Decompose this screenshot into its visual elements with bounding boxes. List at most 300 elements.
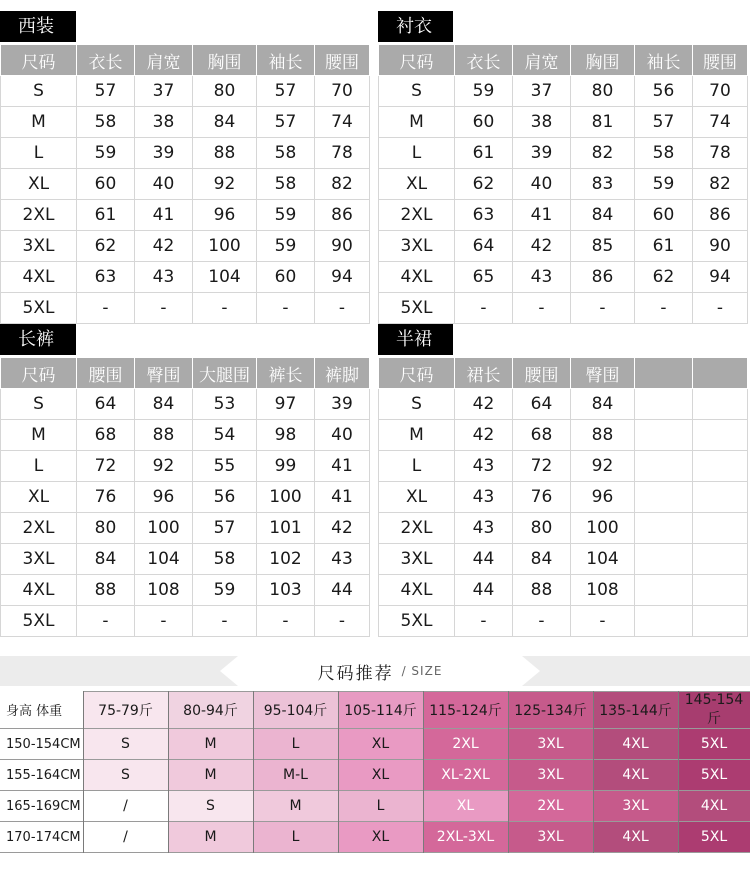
value-cell: 41 — [315, 451, 370, 482]
value-cell: 43 — [455, 451, 513, 482]
recommended-size-cell: 3XL — [508, 822, 593, 853]
value-cell: - — [77, 606, 135, 637]
table-row — [1, 513, 370, 544]
height-cell: 170-174CM — [0, 822, 83, 853]
suit-label: 西装 — [0, 11, 76, 42]
value-cell: 59 — [635, 169, 693, 200]
size-cell: 4XL — [1, 575, 77, 606]
size-cell: XL — [379, 482, 455, 513]
column-header: 胸围 — [571, 45, 635, 76]
value-cell: 102 — [257, 544, 315, 575]
value-cell: 82 — [571, 138, 635, 169]
table-row — [379, 389, 748, 420]
value-cell: - — [455, 293, 513, 324]
recommended-size-cell: 2XL — [423, 729, 508, 760]
value-cell: - — [257, 606, 315, 637]
recommended-size-cell: 4XL — [678, 791, 750, 822]
size-cell: 5XL — [379, 606, 455, 637]
value-cell — [635, 575, 693, 606]
value-cell — [635, 451, 693, 482]
value-cell: 53 — [193, 389, 257, 420]
size-cell: 5XL — [1, 293, 77, 324]
value-cell: 84 — [571, 389, 635, 420]
size-cell: XL — [1, 169, 77, 200]
size-cell: M — [379, 107, 455, 138]
size-cell: XL — [1, 482, 77, 513]
value-cell: 39 — [513, 138, 571, 169]
value-cell: 59 — [77, 138, 135, 169]
value-cell: 88 — [571, 420, 635, 451]
value-cell: 68 — [77, 420, 135, 451]
value-cell — [693, 389, 748, 420]
weight-header: 95-104斤 — [253, 692, 338, 729]
value-cell: 100 — [257, 482, 315, 513]
size-cell: L — [379, 451, 455, 482]
size-recommend-table — [0, 691, 750, 853]
table-row — [379, 107, 748, 138]
value-cell: - — [135, 606, 193, 637]
value-cell: - — [315, 293, 370, 324]
table-row — [379, 606, 748, 637]
value-cell: 100 — [193, 231, 257, 262]
value-cell: 98 — [257, 420, 315, 451]
trousers-label: 长裤 — [0, 324, 76, 355]
weight-header: 80-94斤 — [168, 692, 253, 729]
value-cell — [635, 544, 693, 575]
value-cell: 82 — [315, 169, 370, 200]
recommended-size-cell: S — [168, 791, 253, 822]
size-cell: 3XL — [379, 231, 455, 262]
value-cell: 78 — [693, 138, 748, 169]
value-cell: 62 — [635, 262, 693, 293]
value-cell: 42 — [135, 231, 193, 262]
size-cell: S — [379, 389, 455, 420]
table-row — [1, 138, 370, 169]
column-header: 裤脚 — [315, 358, 370, 389]
value-cell: 85 — [571, 231, 635, 262]
header-row — [1, 358, 370, 389]
recommended-size-cell: XL — [338, 729, 423, 760]
value-cell: 88 — [77, 575, 135, 606]
column-header: 臀围 — [571, 358, 635, 389]
height-cell: 150-154CM — [0, 729, 83, 760]
value-cell: 100 — [571, 513, 635, 544]
value-cell: - — [193, 606, 257, 637]
value-cell: 41 — [513, 200, 571, 231]
value-cell: 43 — [315, 544, 370, 575]
table-row — [379, 513, 748, 544]
table-row — [379, 169, 748, 200]
value-cell — [693, 575, 748, 606]
value-cell: 70 — [693, 76, 748, 107]
column-header: 裤长 — [257, 358, 315, 389]
value-cell: - — [77, 293, 135, 324]
value-cell: 101 — [257, 513, 315, 544]
size-cell: M — [1, 420, 77, 451]
value-cell: 40 — [513, 169, 571, 200]
size-cell: L — [1, 138, 77, 169]
column-header: 腰围 — [77, 358, 135, 389]
value-cell — [693, 544, 748, 575]
value-cell: 92 — [135, 451, 193, 482]
size-cell: 3XL — [1, 231, 77, 262]
table-row — [379, 451, 748, 482]
value-cell: 54 — [193, 420, 257, 451]
weight-header: 135-144斤 — [593, 692, 678, 729]
recommend-row — [0, 822, 750, 853]
value-cell: 56 — [193, 482, 257, 513]
recommended-size-cell: 5XL — [678, 822, 750, 853]
value-cell: 84 — [513, 544, 571, 575]
table-row — [1, 76, 370, 107]
column-header: 腰围 — [513, 358, 571, 389]
table-row — [1, 451, 370, 482]
recommend-row — [0, 760, 750, 791]
weight-header-row — [0, 692, 750, 729]
value-cell: 55 — [193, 451, 257, 482]
table-row — [379, 293, 748, 324]
value-cell: 37 — [135, 76, 193, 107]
value-cell — [693, 513, 748, 544]
value-cell: - — [455, 606, 513, 637]
value-cell: 88 — [513, 575, 571, 606]
value-cell: 62 — [77, 231, 135, 262]
recommend-row — [0, 729, 750, 760]
table-row — [1, 169, 370, 200]
column-header: 腰围 — [693, 45, 748, 76]
column-header: 肩宽 — [135, 45, 193, 76]
value-cell: - — [635, 293, 693, 324]
value-cell: 42 — [455, 420, 513, 451]
value-cell: 43 — [455, 482, 513, 513]
value-cell: 39 — [135, 138, 193, 169]
value-cell: - — [135, 293, 193, 324]
height-cell: 155-164CM — [0, 760, 83, 791]
value-cell: - — [257, 293, 315, 324]
value-cell: 80 — [77, 513, 135, 544]
column-header: 袖长 — [635, 45, 693, 76]
value-cell: 104 — [571, 544, 635, 575]
value-cell: 61 — [635, 231, 693, 262]
value-cell: 60 — [455, 107, 513, 138]
value-cell: 60 — [77, 169, 135, 200]
value-cell: 60 — [635, 200, 693, 231]
column-header: 裙长 — [455, 358, 513, 389]
value-cell: - — [693, 293, 748, 324]
column-header: 尺码 — [379, 358, 455, 389]
recommended-size-cell: 4XL — [593, 760, 678, 791]
column-header: 袖长 — [257, 45, 315, 76]
recommended-size-cell: XL — [338, 822, 423, 853]
recommended-size-cell: 3XL — [593, 791, 678, 822]
weight-header: 115-124斤 — [423, 692, 508, 729]
size-cell: S — [1, 389, 77, 420]
recommended-size-cell: / — [83, 791, 168, 822]
table-row — [1, 544, 370, 575]
value-cell: 59 — [257, 200, 315, 231]
value-cell: - — [193, 293, 257, 324]
column-header: 尺码 — [1, 358, 77, 389]
shirt-size-table — [378, 44, 748, 324]
value-cell: 108 — [135, 575, 193, 606]
size-cell: 2XL — [1, 513, 77, 544]
recommended-size-cell: 4XL — [593, 729, 678, 760]
value-cell: 41 — [135, 200, 193, 231]
value-cell: 40 — [135, 169, 193, 200]
value-cell: 84 — [571, 200, 635, 231]
size-cell: 2XL — [379, 513, 455, 544]
value-cell: 43 — [513, 262, 571, 293]
table-row — [1, 482, 370, 513]
weight-header: 105-114斤 — [338, 692, 423, 729]
value-cell: 90 — [693, 231, 748, 262]
value-cell: 84 — [135, 389, 193, 420]
value-cell: - — [315, 606, 370, 637]
value-cell: 64 — [455, 231, 513, 262]
size-cell: 5XL — [1, 606, 77, 637]
value-cell: 72 — [77, 451, 135, 482]
value-cell — [635, 420, 693, 451]
value-cell — [635, 513, 693, 544]
height-cell: 165-169CM — [0, 791, 83, 822]
recommended-size-cell: / — [83, 822, 168, 853]
value-cell: 59 — [455, 76, 513, 107]
recommend-row — [0, 791, 750, 822]
value-cell: 103 — [257, 575, 315, 606]
table-row — [1, 575, 370, 606]
value-cell: 42 — [513, 231, 571, 262]
value-cell: 80 — [571, 76, 635, 107]
table-row — [379, 544, 748, 575]
recommend-title — [238, 656, 522, 686]
value-cell: 38 — [513, 107, 571, 138]
value-cell — [635, 482, 693, 513]
table-row — [1, 420, 370, 451]
table-row — [1, 389, 370, 420]
recommended-size-cell: 3XL — [508, 729, 593, 760]
table-row — [1, 606, 370, 637]
size-cell: L — [379, 138, 455, 169]
size-cell: 3XL — [1, 544, 77, 575]
column-header: 臀围 — [135, 358, 193, 389]
value-cell: 90 — [315, 231, 370, 262]
value-cell: 43 — [455, 513, 513, 544]
value-cell: 96 — [571, 482, 635, 513]
value-cell: 58 — [77, 107, 135, 138]
trousers-size-table — [0, 357, 370, 637]
value-cell: 60 — [257, 262, 315, 293]
value-cell: 86 — [693, 200, 748, 231]
recommended-size-cell: XL — [338, 760, 423, 791]
value-cell: 65 — [455, 262, 513, 293]
value-cell: 74 — [693, 107, 748, 138]
table-row — [1, 293, 370, 324]
size-cell: XL — [379, 169, 455, 200]
value-cell: 100 — [135, 513, 193, 544]
value-cell: 57 — [77, 76, 135, 107]
size-cell: 2XL — [379, 200, 455, 231]
value-cell: 59 — [257, 231, 315, 262]
table-row — [1, 231, 370, 262]
table-row — [379, 231, 748, 262]
value-cell: 97 — [257, 389, 315, 420]
value-cell: 59 — [193, 575, 257, 606]
recommended-size-cell: 5XL — [678, 729, 750, 760]
table-row — [1, 262, 370, 293]
height-weight-corner: 身高 体重 — [0, 692, 83, 729]
value-cell: 39 — [315, 389, 370, 420]
value-cell: 96 — [135, 482, 193, 513]
value-cell: 57 — [193, 513, 257, 544]
suit-size-table — [0, 44, 370, 324]
column-header — [635, 358, 693, 389]
weight-header: 145-154斤 — [678, 692, 750, 729]
value-cell — [635, 606, 693, 637]
column-header: 大腿围 — [193, 358, 257, 389]
recommended-size-cell: M — [168, 729, 253, 760]
value-cell: 63 — [455, 200, 513, 231]
value-cell — [693, 451, 748, 482]
shirt-label: 衬衣 — [378, 11, 453, 42]
value-cell: 86 — [315, 200, 370, 231]
value-cell — [693, 420, 748, 451]
value-cell — [693, 482, 748, 513]
size-cell: M — [379, 420, 455, 451]
column-header: 尺码 — [379, 45, 455, 76]
size-cell: L — [1, 451, 77, 482]
recommend-subtitle: / SIZE — [401, 664, 443, 678]
table-row — [379, 575, 748, 606]
size-cell: S — [1, 76, 77, 107]
value-cell: 104 — [193, 262, 257, 293]
value-cell: 57 — [257, 76, 315, 107]
value-cell: 37 — [513, 76, 571, 107]
recommended-size-cell: L — [253, 729, 338, 760]
value-cell: 88 — [193, 138, 257, 169]
value-cell: 92 — [571, 451, 635, 482]
value-cell — [693, 606, 748, 637]
value-cell: 83 — [571, 169, 635, 200]
table-row — [1, 107, 370, 138]
header-row — [379, 358, 748, 389]
value-cell: 64 — [77, 389, 135, 420]
value-cell: 80 — [513, 513, 571, 544]
value-cell: 78 — [315, 138, 370, 169]
value-cell: 62 — [455, 169, 513, 200]
value-cell: 58 — [635, 138, 693, 169]
recommended-size-cell: M — [168, 760, 253, 791]
value-cell: 70 — [315, 76, 370, 107]
recommended-size-cell: L — [338, 791, 423, 822]
weight-header: 125-134斤 — [508, 692, 593, 729]
value-cell: 76 — [513, 482, 571, 513]
header-row — [1, 45, 370, 76]
value-cell: 99 — [257, 451, 315, 482]
value-cell: - — [513, 606, 571, 637]
recommended-size-cell: XL-2XL — [423, 760, 508, 791]
value-cell: 64 — [513, 389, 571, 420]
size-cell: S — [379, 76, 455, 107]
value-cell — [635, 389, 693, 420]
recommended-size-cell: M-L — [253, 760, 338, 791]
recommended-size-cell: S — [83, 760, 168, 791]
table-row — [1, 200, 370, 231]
recommended-size-cell: 2XL — [508, 791, 593, 822]
table-row — [379, 76, 748, 107]
column-header: 胸围 — [193, 45, 257, 76]
recommended-size-cell: 4XL — [593, 822, 678, 853]
table-row — [379, 200, 748, 231]
value-cell: 86 — [571, 262, 635, 293]
value-cell: 92 — [193, 169, 257, 200]
recommended-size-cell: M — [168, 822, 253, 853]
value-cell: 74 — [315, 107, 370, 138]
size-cell: 4XL — [379, 575, 455, 606]
size-cell: 3XL — [379, 544, 455, 575]
recommended-size-cell: M — [253, 791, 338, 822]
recommended-size-cell: XL — [423, 791, 508, 822]
value-cell: 41 — [315, 482, 370, 513]
value-cell: 84 — [193, 107, 257, 138]
size-cell: 4XL — [1, 262, 77, 293]
recommended-size-cell: 5XL — [678, 760, 750, 791]
table-row — [379, 138, 748, 169]
header-row — [379, 45, 748, 76]
value-cell: 44 — [455, 575, 513, 606]
value-cell: 61 — [77, 200, 135, 231]
value-cell: 104 — [135, 544, 193, 575]
column-header: 衣长 — [455, 45, 513, 76]
value-cell: 43 — [135, 262, 193, 293]
size-cell: 2XL — [1, 200, 77, 231]
value-cell: 57 — [635, 107, 693, 138]
value-cell: 42 — [315, 513, 370, 544]
value-cell: 94 — [315, 262, 370, 293]
column-header: 尺码 — [1, 45, 77, 76]
value-cell: 58 — [257, 138, 315, 169]
recommended-size-cell: L — [253, 822, 338, 853]
value-cell: 81 — [571, 107, 635, 138]
column-header: 腰围 — [315, 45, 370, 76]
value-cell: 56 — [635, 76, 693, 107]
size-cell: 4XL — [379, 262, 455, 293]
value-cell: 57 — [257, 107, 315, 138]
recommended-size-cell: S — [83, 729, 168, 760]
skirt-size-table — [378, 357, 748, 637]
value-cell: 84 — [77, 544, 135, 575]
value-cell: 94 — [693, 262, 748, 293]
value-cell: 40 — [315, 420, 370, 451]
column-header: 衣长 — [77, 45, 135, 76]
value-cell: 68 — [513, 420, 571, 451]
value-cell: - — [571, 293, 635, 324]
value-cell: - — [571, 606, 635, 637]
value-cell: - — [513, 293, 571, 324]
value-cell: 58 — [193, 544, 257, 575]
value-cell: 63 — [77, 262, 135, 293]
value-cell: 108 — [571, 575, 635, 606]
recommend-title-text: 尺码推荐 — [317, 663, 394, 684]
value-cell: 96 — [193, 200, 257, 231]
value-cell: 80 — [193, 76, 257, 107]
value-cell: 82 — [693, 169, 748, 200]
table-row — [379, 262, 748, 293]
value-cell: 58 — [257, 169, 315, 200]
value-cell: 38 — [135, 107, 193, 138]
value-cell: 61 — [455, 138, 513, 169]
recommended-size-cell: 2XL-3XL — [423, 822, 508, 853]
value-cell: 72 — [513, 451, 571, 482]
